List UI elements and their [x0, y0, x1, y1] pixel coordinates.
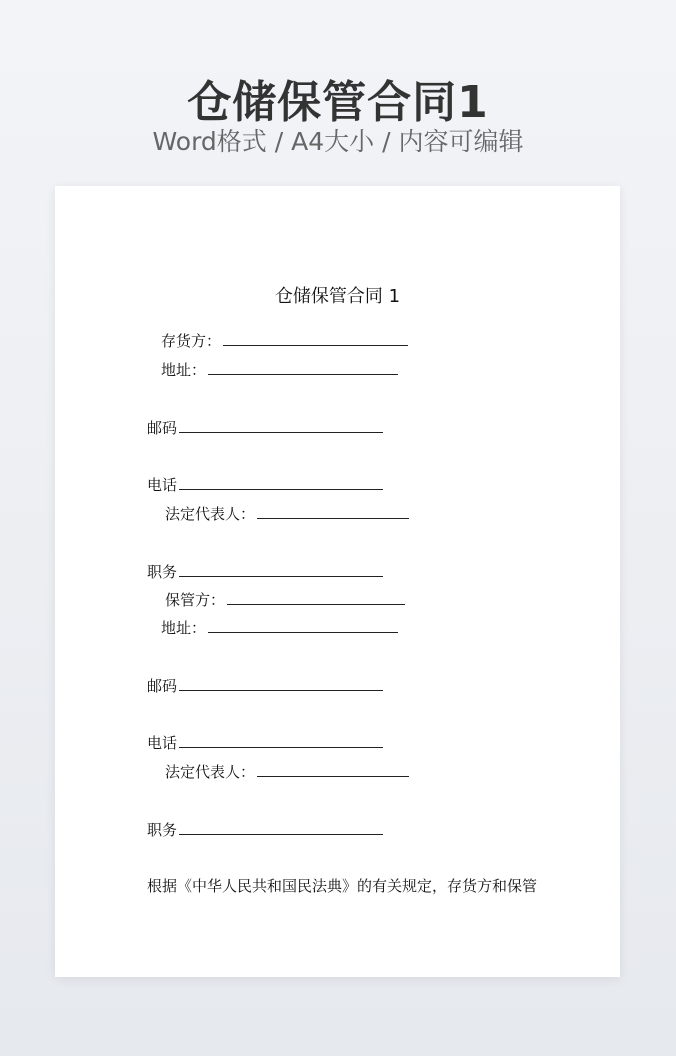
custodian-label: 保管方： — [165, 591, 226, 609]
legal-rep2-blank[interactable] — [257, 762, 409, 777]
legal-rep2-label: 法定代表人： — [165, 763, 256, 781]
document-page — [55, 186, 620, 977]
legal-rep1-line — [165, 504, 409, 524]
postcode2-line — [147, 676, 383, 696]
address2-label: 地址： — [161, 619, 207, 637]
phone2-line — [147, 733, 383, 753]
phone1-blank[interactable] — [179, 475, 383, 490]
address2-blank[interactable] — [208, 618, 398, 633]
legal-rep1-label: 法定代表人： — [165, 505, 256, 523]
header-title: 仓储保管合同1 — [187, 77, 489, 128]
document-title: 仓储保管合同 1 — [274, 286, 401, 307]
legal-rep1-blank[interactable] — [257, 504, 409, 519]
custodian-blank[interactable] — [227, 590, 405, 605]
position2-line — [147, 820, 383, 840]
custodian-line — [165, 590, 405, 610]
postcode1-line — [147, 418, 383, 438]
header-subtitle: Word格式 / A4大小 / 内容可编辑 — [152, 127, 524, 156]
position1-blank[interactable] — [179, 562, 383, 577]
postcode2-blank[interactable] — [179, 676, 383, 691]
depositor-line — [161, 331, 408, 351]
phone2-label: 电话 — [147, 734, 178, 752]
postcode1-label: 邮码 — [147, 419, 178, 437]
phone2-blank[interactable] — [179, 733, 383, 748]
postcode2-label: 邮码 — [147, 677, 178, 695]
contract-paragraph: 根据《中华人民共和国民法典》的有关规定，存货方和保管 — [147, 877, 538, 895]
address1-line — [161, 360, 398, 380]
address1-label: 地址： — [161, 361, 207, 379]
legal-rep2-line — [165, 762, 409, 782]
phone1-label: 电话 — [147, 476, 178, 494]
depositor-label: 存货方： — [161, 332, 222, 350]
phone1-line — [147, 475, 383, 495]
address1-blank[interactable] — [208, 360, 398, 375]
postcode1-blank[interactable] — [179, 418, 383, 433]
position2-blank[interactable] — [179, 820, 383, 835]
position1-line — [147, 562, 383, 582]
depositor-blank[interactable] — [223, 331, 408, 346]
position2-label: 职务 — [147, 821, 178, 839]
position1-label: 职务 — [147, 563, 178, 581]
address2-line — [161, 618, 398, 638]
